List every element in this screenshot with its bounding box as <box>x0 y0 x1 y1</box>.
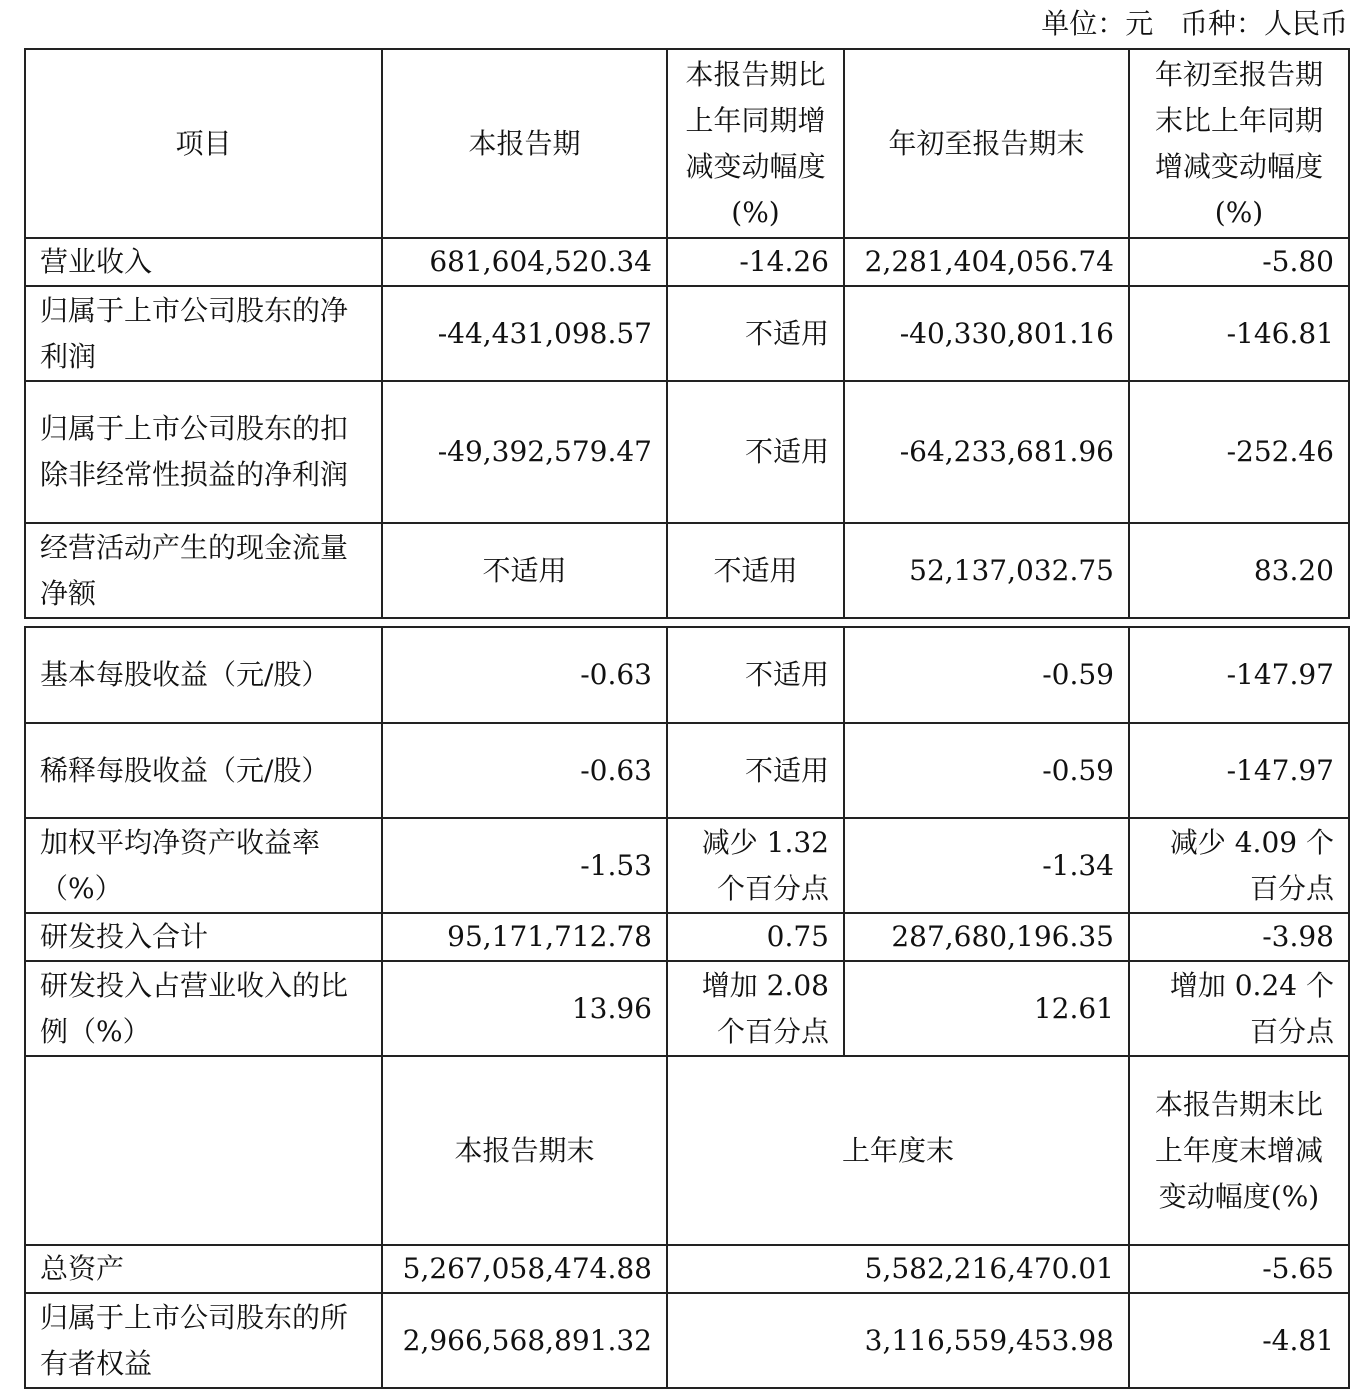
row-ytd: -1.34 <box>844 818 1129 913</box>
row-current-change: 减少 1.32 个百分点 <box>667 818 844 913</box>
row-current-change: 不适用 <box>667 381 844 523</box>
row-label: 研发投入占营业收入的比例（%） <box>25 961 382 1056</box>
row-label: 加权平均净资产收益率（%） <box>25 818 382 913</box>
table-header-row-balance <box>25 1056 1349 1245</box>
header-item: 项目 <box>25 49 382 238</box>
row-ytd-change: -146.81 <box>1129 286 1349 381</box>
row-current: 不适用 <box>382 523 667 618</box>
table-row <box>25 238 1349 286</box>
row-ytd-change: 83.20 <box>1129 523 1349 618</box>
table-row <box>25 913 1349 961</box>
row-current: -1.53 <box>382 818 667 913</box>
header-empty-cell <box>25 1056 382 1245</box>
row-current: 95,171,712.78 <box>382 913 667 961</box>
row-ytd: -40,330,801.16 <box>844 286 1129 381</box>
row-current-change: 不适用 <box>667 523 844 618</box>
header-current-change: 本报告期比上年同期增减变动幅度(%) <box>667 49 844 238</box>
row-label: 归属于上市公司股东的所有者权益 <box>25 1293 382 1388</box>
row-period-end: 5,267,058,474.88 <box>382 1245 667 1293</box>
row-current-change: 0.75 <box>667 913 844 961</box>
row-ytd-change: 增加 0.24 个百分点 <box>1129 961 1349 1056</box>
row-current: -44,431,098.57 <box>382 286 667 381</box>
row-label: 归属于上市公司股东的净利润 <box>25 286 382 381</box>
row-ytd: 12.61 <box>844 961 1129 1056</box>
table-row <box>25 1293 1349 1388</box>
row-current: -0.63 <box>382 627 667 723</box>
table-row <box>25 286 1349 381</box>
financial-table-main <box>24 48 1350 619</box>
table-row <box>25 961 1349 1056</box>
row-label: 归属于上市公司股东的扣除非经常性损益的净利润 <box>25 381 382 523</box>
row-ytd-change: 减少 4.09 个百分点 <box>1129 818 1349 913</box>
table-row <box>25 818 1349 913</box>
row-ytd-change: -3.98 <box>1129 913 1349 961</box>
header-ytd-change: 年初至报告期末比上年同期增减变动幅度(%) <box>1129 49 1349 238</box>
row-ytd-change: -147.97 <box>1129 627 1349 723</box>
row-ytd-change: -5.80 <box>1129 238 1349 286</box>
row-label: 总资产 <box>25 1245 382 1293</box>
row-ytd: -64,233,681.96 <box>844 381 1129 523</box>
financial-table-secondary <box>24 626 1350 1389</box>
row-label: 稀释每股收益（元/股） <box>25 723 382 818</box>
row-change: -5.65 <box>1129 1245 1349 1293</box>
row-prior-year-end: 5,582,216,470.01 <box>667 1245 1129 1293</box>
header-ytd: 年初至报告期末 <box>844 49 1129 238</box>
row-label: 经营活动产生的现金流量净额 <box>25 523 382 618</box>
row-ytd-change: -147.97 <box>1129 723 1349 818</box>
row-current: -0.63 <box>382 723 667 818</box>
table-row <box>25 627 1349 723</box>
table-header-row <box>25 49 1349 238</box>
row-label: 营业收入 <box>25 238 382 286</box>
row-current: 13.96 <box>382 961 667 1056</box>
row-change: -4.81 <box>1129 1293 1349 1388</box>
header-prior-year-end: 上年度末 <box>667 1056 1129 1245</box>
unit-currency-note: 单位：元 币种：人民币 <box>1041 7 1348 40</box>
table-row <box>25 381 1349 523</box>
row-current: 681,604,520.34 <box>382 238 667 286</box>
row-ytd: -0.59 <box>844 723 1129 818</box>
table-row <box>25 723 1349 818</box>
row-ytd: 2,281,404,056.74 <box>844 238 1129 286</box>
row-label: 基本每股收益（元/股） <box>25 627 382 723</box>
header-period-change: 本报告期末比上年度末增减变动幅度(%) <box>1129 1056 1349 1245</box>
row-current-change: -14.26 <box>667 238 844 286</box>
table-row <box>25 523 1349 618</box>
header-current-period: 本报告期 <box>382 49 667 238</box>
header-period-end: 本报告期末 <box>382 1056 667 1245</box>
row-period-end: 2,966,568,891.32 <box>382 1293 667 1388</box>
row-ytd: 287,680,196.35 <box>844 913 1129 961</box>
table-row <box>25 1245 1349 1293</box>
row-ytd-change: -252.46 <box>1129 381 1349 523</box>
row-label: 研发投入合计 <box>25 913 382 961</box>
row-current-change: 不适用 <box>667 286 844 381</box>
row-current-change: 增加 2.08 个百分点 <box>667 961 844 1056</box>
row-prior-year-end: 3,116,559,453.98 <box>667 1293 1129 1388</box>
row-ytd: 52,137,032.75 <box>844 523 1129 618</box>
row-current-change: 不适用 <box>667 627 844 723</box>
row-current: -49,392,579.47 <box>382 381 667 523</box>
row-ytd: -0.59 <box>844 627 1129 723</box>
row-current-change: 不适用 <box>667 723 844 818</box>
